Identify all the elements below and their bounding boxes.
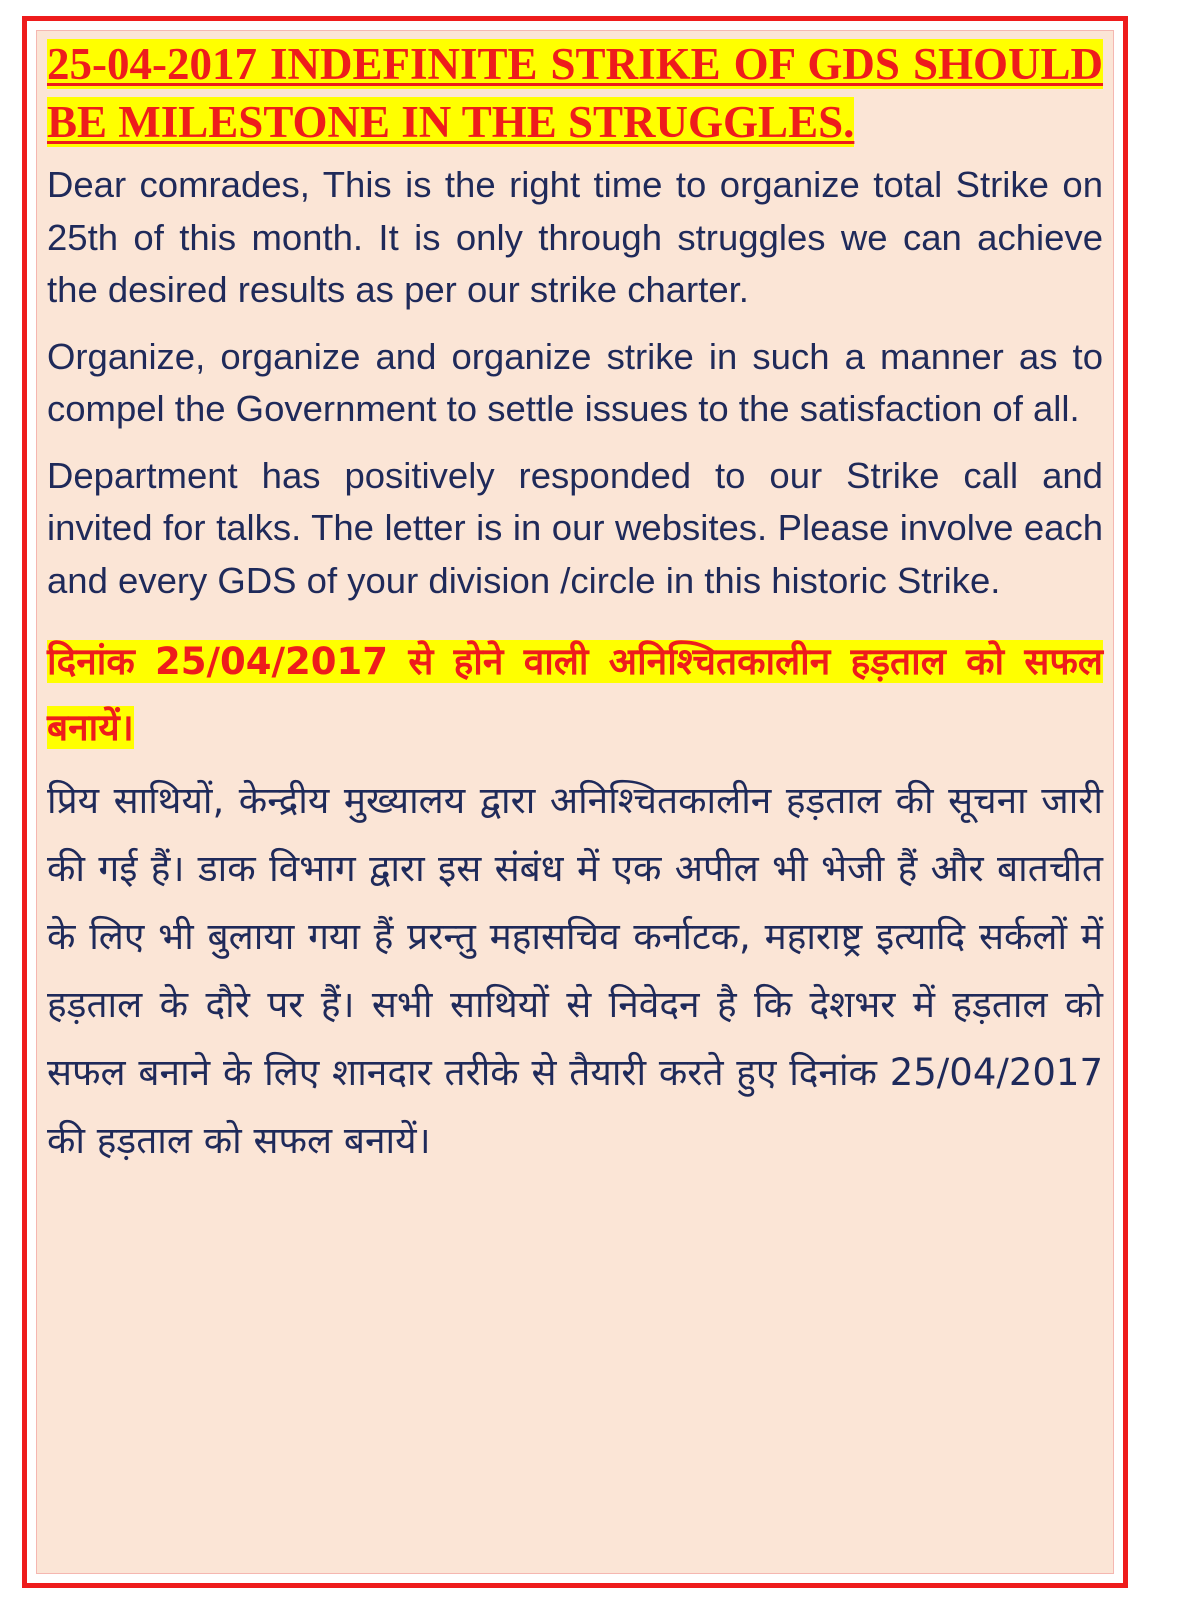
english-heading: [47, 35, 1103, 151]
english-paragraph-2: Organize, organize and organize strike in such a manner as to compel the Government to settle issues to the satisfaction of all.: [47, 335, 1103, 429]
hindi-heading-text: दिनांक 25/04/2017 से होने वाली अनिश्चितकालीन हड़ताल को सफल बनायें।: [47, 640, 1103, 749]
english-paragraph-1: Dear comrades, This is the right time to organize total Strike on 25th of this month. It is only through struggles we can achieve the desired results as per our strike charter.: [47, 164, 1103, 310]
notice-frame: [22, 16, 1128, 1588]
hindi-paragraph: प्रिय साथियों, केन्द्रीय मुख्यालय द्वारा अनिश्चितकालीन हड़ताल की सूचना जारी की गई हैं। डाक विभाग द्वारा इस संबंध में एक अपील भी भेजी हैं और बातचीत के लिए भी बुलाया गया हैं प्ररन्तु महासचिव कर्नाटक, महाराष्ट्र इत्यादि सर्कलों में हड़ताल के दौरे पर हैं। सभी साथियों से निवेदन है कि देशभर में हड़ताल को सफल बनाने के लिए शानदार तरीके से तैयारी करते हुए दिनांक 25/04/2017 की हड़ताल को सफल बनायें।: [47, 779, 1103, 1162]
english-paragraph-3: Department has positively responded to our Strike call and invited for talks. The letter is in our websites. Please involve each and every GDS of your division /circle in this historic Strike.: [47, 454, 1103, 601]
notice-panel: [36, 30, 1114, 1574]
hindi-heading: [47, 629, 1103, 761]
notice-content: [47, 35, 1103, 1175]
english-heading-text: 25-04-2017 INDEFINITE STRIKE OF GDS SHOULD BE MILESTONE IN THE STRUGGLES.: [47, 39, 1103, 147]
